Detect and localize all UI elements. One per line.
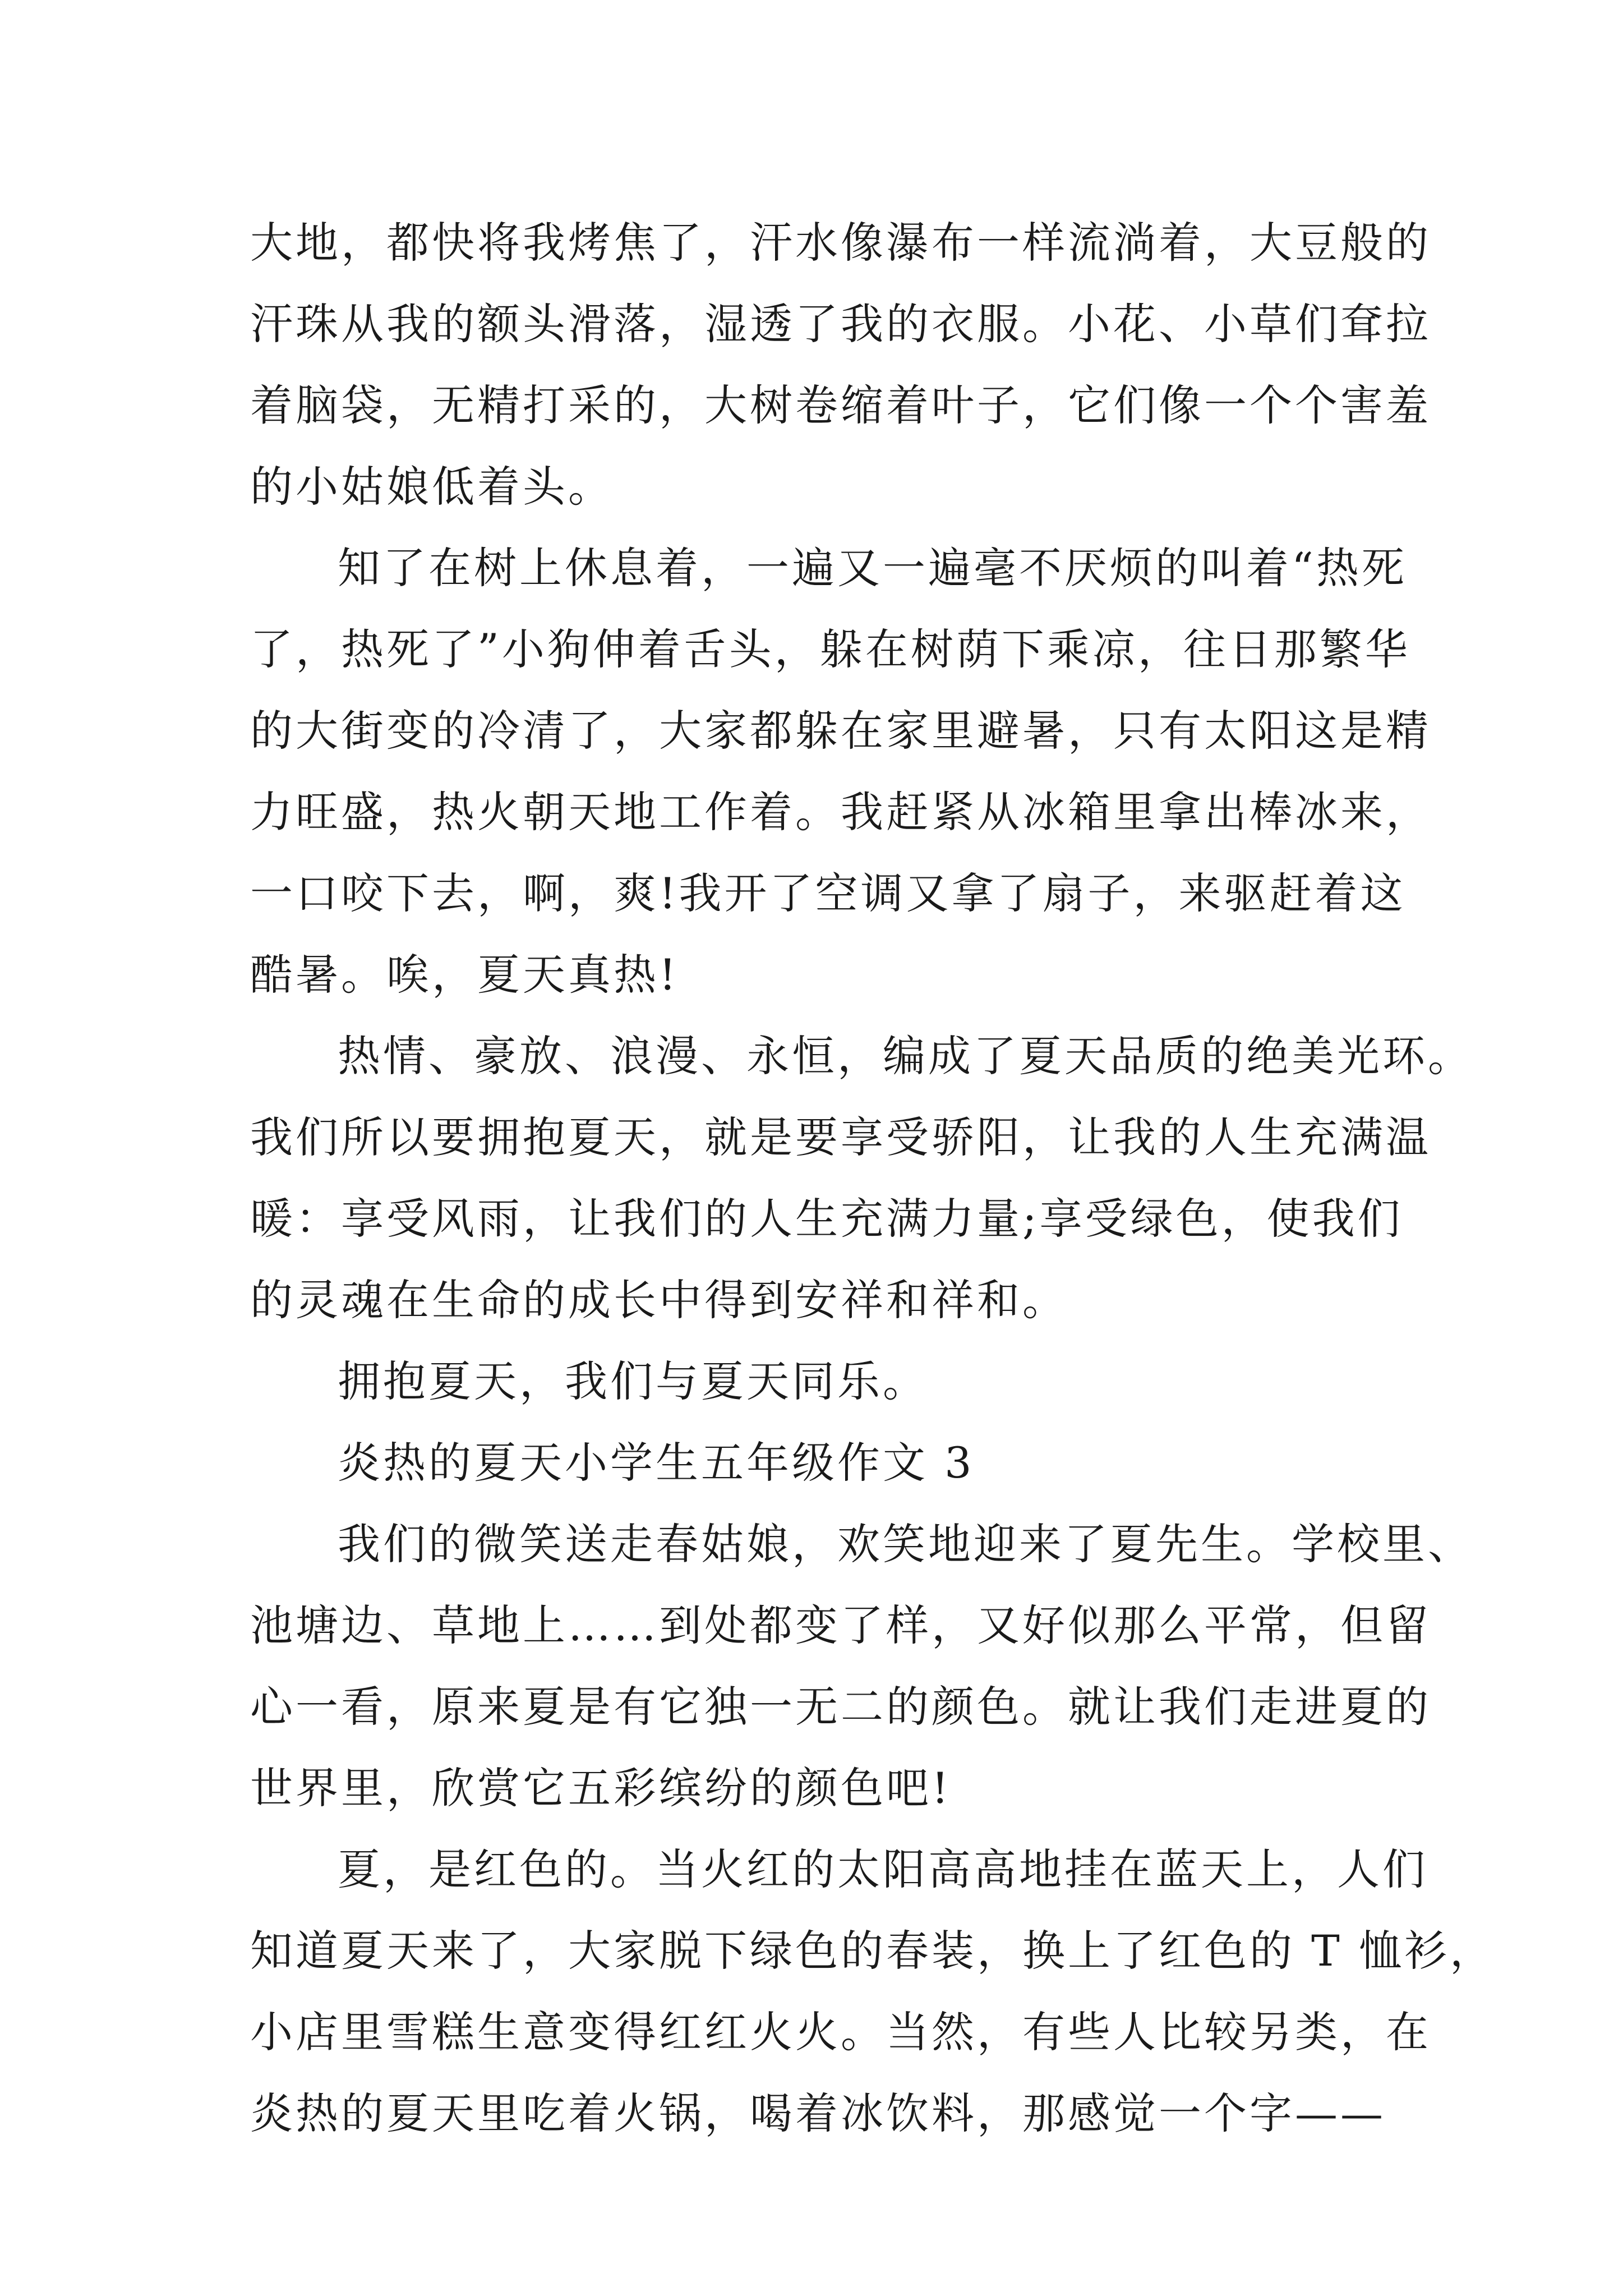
paragraph-line: 酷暑。唉，夏天真热! (250, 950, 679, 1000)
paragraph-line: 心一看，原来夏是有它独一无二的颜色。就让我们走进夏的 (250, 1682, 1431, 1732)
paragraph-line: 小店里雪糕生意变得红红火火。当然，有些人比较另类，在 (250, 2007, 1431, 2057)
section-heading: 炎热的夏天小学生五年级作文 3 (338, 1438, 975, 1488)
paragraph-line: 的小姑娘低着头。 (250, 462, 614, 512)
paragraph-line: 世界里，欣赏它五彩缤纷的颜色吧! (250, 1763, 952, 1813)
paragraph-line: 了，热死了”小狗伸着舌头，躲在树荫下乘凉，往日那繁华 (250, 624, 1410, 674)
paragraph-line: 暖：享受风雨，让我们的人生充满力量;享受绿色，使我们 (250, 1194, 1403, 1244)
paragraph-line: 大地，都快将我烤焦了，汗水像瀑布一样流淌着，大豆般的 (250, 218, 1431, 268)
paragraph-line: 热情、豪放、浪漫、永恒，编成了夏天品质的绝美光环。 (338, 1031, 1473, 1081)
paragraph-line: 的灵魂在生命的成长中得到安祥和祥和。 (250, 1275, 1068, 1325)
paragraph-line: 我们所以要拥抱夏天，就是要享受骄阳，让我的人生充满温 (250, 1112, 1431, 1162)
paragraph-line: 拥抱夏天，我们与夏天同乐。 (338, 1356, 928, 1406)
essay-body (250, 202, 1496, 2154)
paragraph-line: 力旺盛，热火朝天地工作着。我赶紧从冰箱里拿出棒冰来， (250, 787, 1431, 837)
paragraph-line: 夏，是红色的。当火红的太阳高高地挂在蓝天上，人们 (338, 1844, 1428, 1894)
paragraph-line: 炎热的夏天里吃着火锅，喝着冰饮料，那感觉一个字—— (250, 2088, 1386, 2138)
paragraph-line: 知道夏天来了，大家脱下绿色的春装，换上了红色的 T 恤衫， (250, 1926, 1496, 1976)
paragraph-line: 我们的微笑送走春姑娘，欢笑地迎来了夏先生。学校里、 (338, 1519, 1473, 1569)
paragraph-line: 的大街变的冷清了，大家都躲在家里避暑，只有太阳这是精 (250, 706, 1431, 756)
paragraph-line: 知了在树上休息着，一遍又一遍毫不厌烦的叫着“热死 (338, 543, 1407, 593)
paragraph-line: 一口咬下去，啊，爽!我开了空调又拿了扇子，来驱赶着这 (250, 868, 1406, 918)
paragraph-line: 池塘边、草地上……到处都变了样，又好似那么平常，但留 (250, 1600, 1431, 1650)
paragraph-line: 着脑袋，无精打采的，大树卷缩着叶子，它们像一个个害羞 (250, 380, 1431, 430)
paragraph-line: 汗珠从我的额头滑落，湿透了我的衣服。小花、小草们耷拉 (250, 299, 1431, 349)
